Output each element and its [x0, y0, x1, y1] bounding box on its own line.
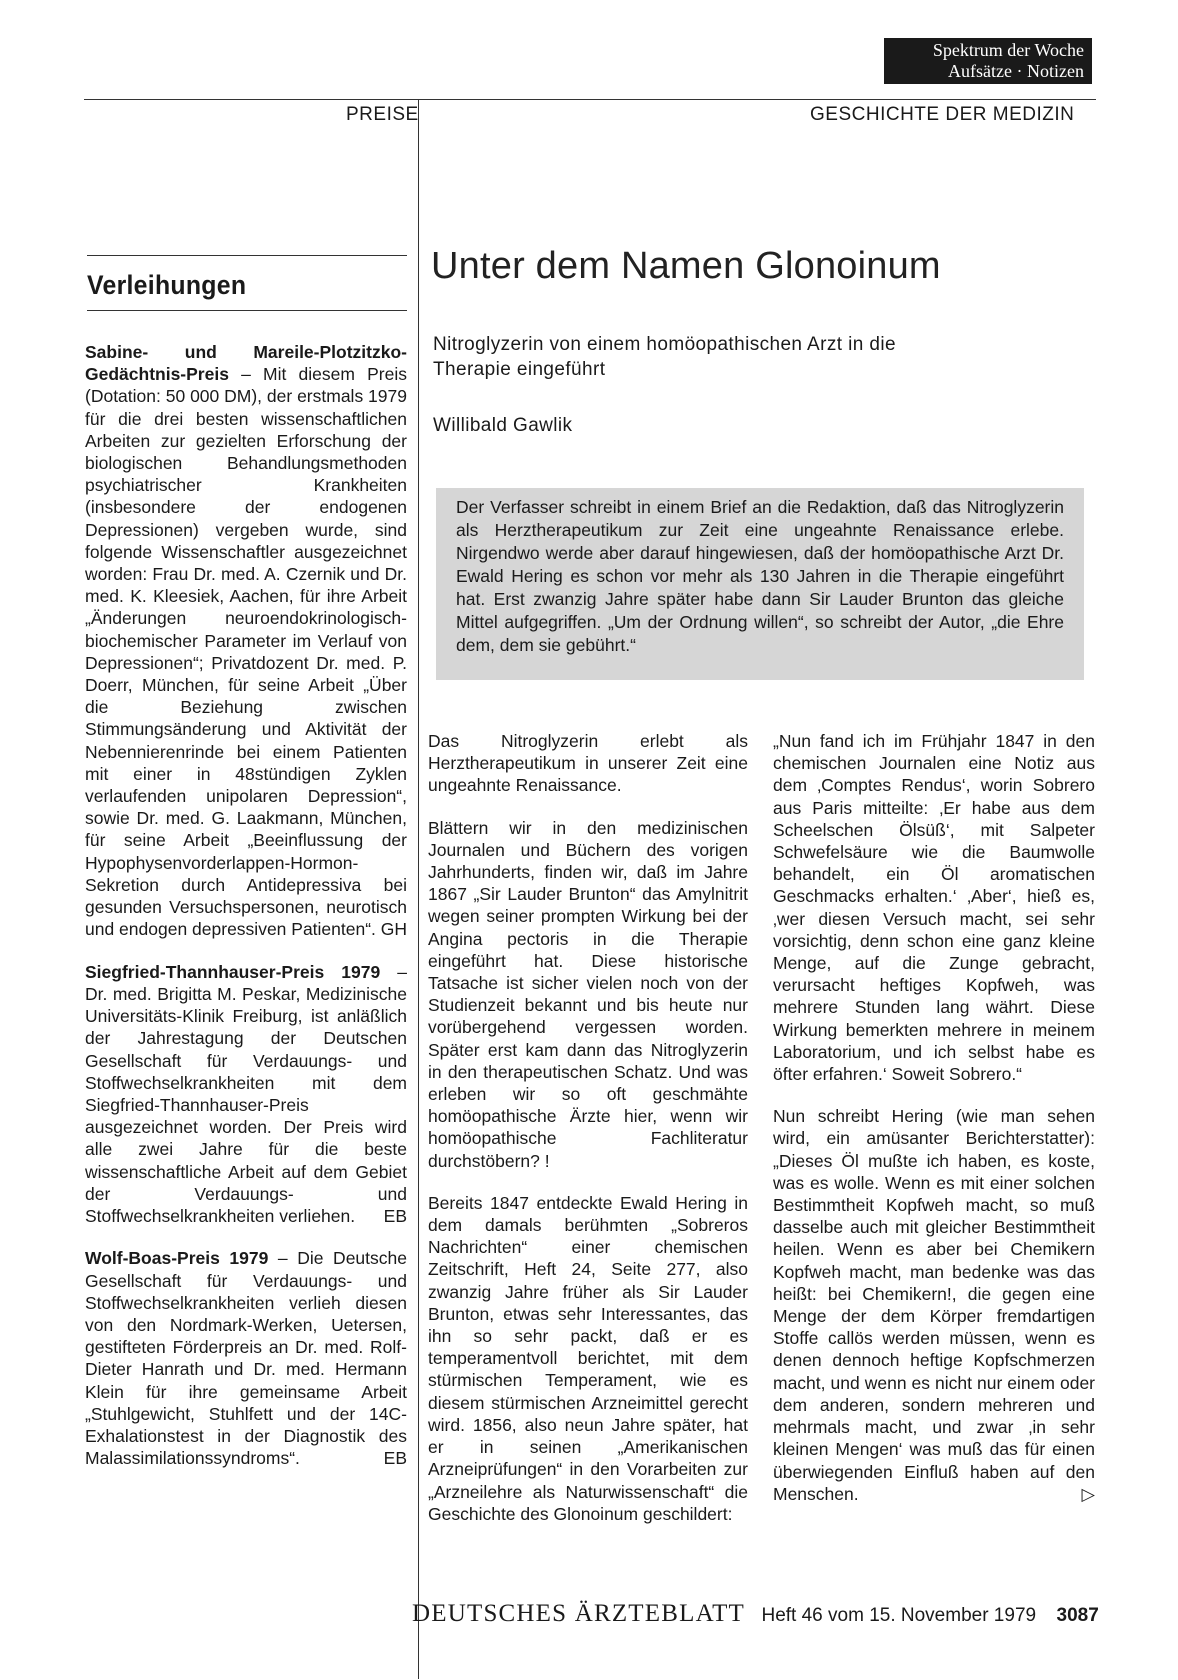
page-number: 3087	[1056, 1605, 1099, 1626]
article-paragraph	[773, 1105, 1095, 1505]
journal-name: DEUTSCHES ÄRZTEBLATT	[412, 1600, 746, 1627]
badge-line-1: Spektrum der Woche	[932, 40, 1084, 60]
article-paragraph: „Nun fand ich im Frühjahr 1847 in den chemischen Journalen eine Notiz aus dem ‚Comptes Rendus‘, worin Sobrero aus Paris mitteilte: ‚Er habe aus dem Scheelschen Ölsüß‘, mit Salpeter Schwefelsäure wie die Baumwolle behandelt, ein Öl aromatischen Geschmacks erhalten.‘ ‚Aber‘, hieß es, ‚wer diesen Versuch macht, sei sehr vorsichtig, denn schon eine ganz kleine Menge, auf die Zunge gebracht, verursacht heftiges Kopfweh, was mehrere Stunden lang währt. Diese Wirkung bemerkten mehrere in meinem Laboratorium, und ich selbst habe es öfter erfahren.‘ Soweit Sobrero.“	[773, 731, 1095, 1085]
prize-title-2: Siegfried-Thannhauser-Preis 1979	[85, 961, 381, 982]
prize-signature-2: EB	[383, 1206, 407, 1227]
prize-title-1: Sabine- und Mareile-Plotzitzko-Gedächtnis-Preis	[85, 342, 407, 385]
article-paragraph-text: Nun schreibt Hering (wie man sehen wird, ein amüsanter Berichterstatter): „Dieses Öl mußte ich haben, es koste, was es wolle. Wenn es mit einer solchen Bestimmtheit Kopfweh macht, so muß dasselbe auch mit gleicher Bestimmtheit heilen. Wenn es aber bei Chemikern Kopfweh macht, man bedenke was das heißt: bei Chemikern!, die gegen eine Menge der dem Körper fremdartigen Stoffe callös werden müssen, wenn es denen dennoch heftige Kopfschmerzen macht, und wenn es nicht nur einem oder dem anderen, sondern mehreren und mehrmals macht, und zwar ‚in sehr kleinen Mengen‘ was muß das für einen überwiegenden Einfluß haben auf den Menschen.	[773, 1106, 1095, 1504]
article-subtitle: Nitroglyzerin von einem homöopathischen Arzt in die Therapie eingeführt	[433, 334, 896, 380]
column-divider	[418, 99, 419, 1679]
prize-text-1: – Mit diesem Preis (Dotation: 50 000 DM), der erstmals 1979 für die drei besten wissenschaftlichen Arbeiten zur gezielten Erforschung der biologischen Behandlungsmethoden psychiatrischer Krankheiten (insbesondere der endogenen Depressionen) vergeben wurde, sind folgende Wissenschaftler ausgezeichnet worden: Frau Dr. med. A. Czernik und Dr. med. K. Kleesiek, Aachen, für ihre Arbeit „Änderungen neuroendokrinologisch-biochemischer Parameter im Verlauf von Depressionen“; Privatdozent Dr. med. P. Doerr, München, für seine Arbeit „Über die Beziehung zwischen Stimmungsänderung und Aktivität der Nebennierenrinde bei einem Patienten mit einer in 48stündigen Zyklen verlaufenden unipolaren Depression“, sowie Dr. med. G. Laakmann, München, für seine Arbeit „Beeinflussung der Hypophysenvorderlappen-Hormon-Sekretion durch Antidepressiva bei gesunden Versuchspersonen, neurotisch und endogen depressiven Patienten“.	[85, 364, 407, 940]
left-column	[85, 341, 407, 1490]
left-heading-box	[87, 255, 407, 311]
prize-text-2: – Dr. med. Brigitta M. Peskar, Medizinische Universitäts-Klinik Freiburg, ist anläßlich der Jahrestagung der Deutschen Gesellschaft für Verdauungs- und Stoffwechselkrankheiten mit dem Siegfried-Thannhauser-Preis ausgezeichnet worden. Der Preis wird alle zwei Jahre für die beste wissenschaftliche Arbeit auf dem Gebiet der Verdauungs- und Stoffwechselkrankheiten verliehen.	[85, 961, 407, 1226]
page-footer	[412, 1600, 1102, 1630]
prize-signature-1: GH	[380, 919, 407, 940]
prize-signature-3: EB	[383, 1448, 407, 1469]
header-rule	[84, 99, 1096, 100]
prize-entry-1	[85, 341, 407, 941]
article-column-2	[773, 730, 1095, 1525]
badge-line-2: Aufsätze · Notizen	[948, 61, 1084, 81]
article-abstract: Der Verfasser schreibt in einem Brief an die Redaktion, daß das Nitroglyzerin als Herztherapeutikum zur Zeit eine ungeahnte Renaissance erlebe. Nirgendwo werde aber darauf hingewiesen, daß der homöopathische Arzt Dr. Ewald Hering es schon vor mehr als 130 Jahren in die Therapie eingeführt hat. Erst zwanzig Jahre später habe dann Sir Lauder Brunton das gleiche Mittel aufgegriffen. „Um der Ordnung willen“, so schreibt der Autor, „die Ehre dem, dem sie gebührt.“	[436, 488, 1084, 680]
left-heading: Verleihungen	[87, 270, 247, 300]
article-paragraph: Bereits 1847 entdeckte Ewald Hering in dem damals berühmten „Sobreros Nachrichten“ einer chemischen Zeitschrift, Heft 24, Seite 277, also zwanzig Jahre früher als Sir Lauder Brunton, etwas sehr Interessantes, das ihn so sehr packt, daß er es temperamentvoll berichtet, mit dem stürmischen Temperament, wie es diesem stürmischen Arzneimittel gerecht wird. 1856, also neun Jahre später, hat er in seinen „Amerikanischen Arzneiprüfungen“ in den Vorarbeiten zur „Arzneilehre als Naturwissenschaft“ die Geschichte des Glonoinum geschildert:	[428, 1192, 748, 1524]
continue-arrow-icon: ▷	[1081, 1483, 1095, 1504]
article-author: Willibald Gawlik	[433, 415, 573, 436]
article-paragraph: Blättern wir in den medizinischen Journalen und Büchern des vorigen Jahrhunderts, finden wir, daß im Jahre 1867 „Sir Lauder Brunton“ das Amylnitrit wegen seiner prompten Wirkung bei der Angina pectoris in die Therapie eingeführt hat. Diese historische Tatsache ist sicher vielen noch von der Studienzeit bekannt und bis heute nur vorübergehend vergessen worden. Später erst kam dann das Nitroglyzerin in den therapeutischen Schatz. Und was erleben wir so oft geschmähte homöopathische Ärzte hier, wenn wir homöopathische Fachliteratur durchstöbern? !	[428, 817, 748, 1171]
prize-title-3: Wolf-Boas-Preis 1979	[85, 1248, 269, 1269]
issue-info: Heft 46 vom 15. November 1979	[761, 1605, 1037, 1626]
section-label-geschichte: GESCHICHTE DER MEDIZIN	[810, 104, 1075, 125]
article-title: Unter dem Namen Glonoinum	[431, 245, 941, 287]
prize-entry-3	[85, 1247, 407, 1469]
prize-entry-2	[85, 961, 407, 1228]
section-label-preise: PREISE	[346, 104, 419, 125]
article-paragraph: Das Nitroglyzerin erlebt als Herztherapeutikum in unserer Zeit eine ungeahnte Renaissance.	[428, 731, 748, 796]
prize-text-3: – Die Deutsche Gesellschaft für Verdauungs- und Stoffwechselkrankheiten verlieh diesen von den Nordmark-Werken, Uetersen, gestifteten Förderpreis an Dr. med. Rolf-Dieter Hanrath und Dr. med. Hermann Klein für ihre gemeinsame Arbeit „Stuhlgewicht, Stuhlfett und der 14C-Exhalationstest in der Diagnostik des Malassimilationssyndroms“.	[85, 1248, 407, 1469]
section-badge	[884, 38, 1092, 84]
article-column-1	[428, 730, 748, 1545]
